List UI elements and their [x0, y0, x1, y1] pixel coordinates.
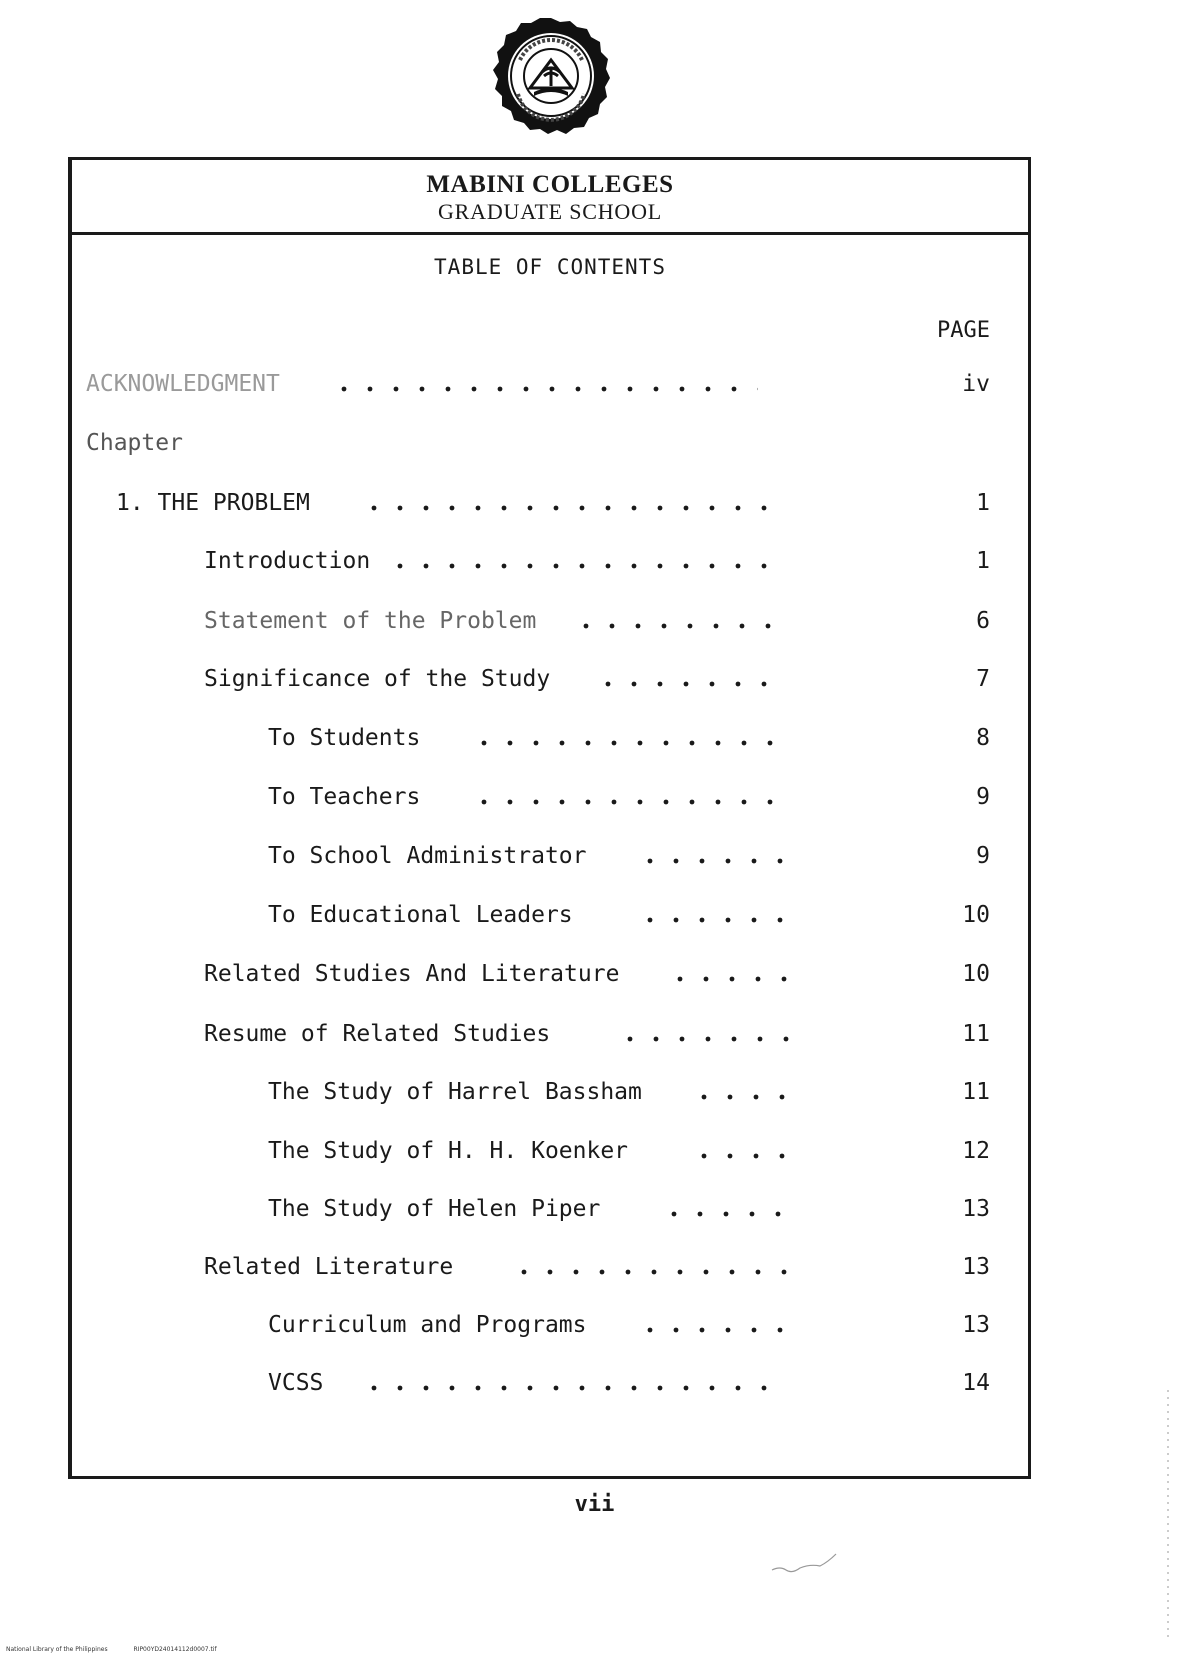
toc-entry-to-educational-leaders — [72, 902, 1028, 934]
toc-entry-label: To Students — [268, 725, 421, 751]
toc-entry-page: 9 — [976, 784, 990, 810]
toc-entry-label: The Study of Harrel Bassham — [268, 1079, 642, 1105]
contents-frame — [68, 157, 1031, 1479]
toc-entry-significance — [72, 666, 1028, 698]
toc-entry-to-students — [72, 725, 1028, 757]
dot-leaders — [478, 725, 790, 753]
dot-leaders — [698, 1138, 790, 1166]
dot-leaders — [478, 784, 790, 812]
dot-leaders — [698, 1079, 790, 1107]
dot-leaders — [602, 666, 790, 694]
dot-leaders — [368, 1370, 790, 1398]
toc-entry-label: Statement of the Problem — [204, 608, 537, 634]
college-seal-icon — [490, 16, 612, 134]
toc-entry-label: To Teachers — [268, 784, 421, 810]
dot-leaders — [518, 1254, 790, 1282]
toc-entry-page: 1 — [976, 490, 990, 516]
dot-leaders — [668, 1196, 790, 1224]
toc-entry-page: 7 — [976, 666, 990, 692]
scan-edge-marks — [1165, 1390, 1171, 1640]
dot-leaders — [644, 902, 790, 930]
pencil-mark-icon — [770, 1552, 840, 1576]
toc-entry-vcss — [72, 1370, 1028, 1402]
college-name: MABINI COLLEGES — [426, 171, 674, 198]
school-name: GRADUATE SCHOOL — [437, 199, 663, 224]
toc-entry-page: 6 — [976, 608, 990, 634]
toc-entry-page: 1 — [976, 548, 990, 574]
dot-leaders — [580, 608, 790, 636]
toc-entry-koenker — [72, 1138, 1028, 1170]
toc-entry-label: Related Literature — [204, 1254, 454, 1280]
toc-title: TABLE OF CONTENTS — [434, 255, 666, 279]
toc-entry-label: ACKNOWLEDGMENT — [86, 371, 280, 397]
toc-entry-related-studies — [72, 961, 1028, 993]
toc-entry-label: To Educational Leaders — [268, 902, 573, 928]
toc-entry-acknowledgment — [72, 371, 1028, 403]
dot-leaders — [644, 843, 790, 871]
toc-entry-page: 10 — [962, 902, 990, 928]
toc-entry-piper — [72, 1196, 1028, 1228]
toc-entry-chapter — [72, 430, 1028, 462]
toc-entry-page: 11 — [962, 1021, 990, 1047]
dot-leaders — [624, 1021, 790, 1049]
toc-entry-curriculum — [72, 1312, 1028, 1344]
dot-leaders — [644, 1312, 790, 1340]
toc-entry-label: Significance of the Study — [204, 666, 551, 692]
toc-entry-label: Related Studies And Literature — [204, 961, 620, 987]
dot-leaders — [394, 548, 790, 576]
toc-entry-bassham — [72, 1079, 1028, 1111]
page-column-label: PAGE — [937, 318, 990, 343]
toc-entry-resume — [72, 1021, 1028, 1053]
toc-entry-to-school-administrator — [72, 843, 1028, 875]
scan-filename: RIP00YD24014112d0007.tif — [133, 1646, 217, 1653]
dot-leaders — [368, 490, 790, 518]
toc-entry-page: 13 — [962, 1254, 990, 1280]
toc-entry-page: 13 — [962, 1196, 990, 1222]
toc-entry-page: 9 — [976, 843, 990, 869]
toc-entry-page: 13 — [962, 1312, 990, 1338]
toc-entry-introduction — [72, 548, 1028, 580]
toc-entry-to-teachers — [72, 784, 1028, 816]
toc-entry-page: 12 — [962, 1138, 990, 1164]
toc-entry-label: 1. THE PROBLEM — [116, 490, 310, 516]
scan-footer — [6, 1646, 217, 1653]
toc-entry-page: 8 — [976, 725, 990, 751]
toc-entry-the-problem — [72, 490, 1028, 522]
toc-entry-related-literature — [72, 1254, 1028, 1286]
letterhead — [72, 160, 1028, 235]
toc-entry-page: 10 — [962, 961, 990, 987]
library-credit: National Library of the Philippines — [6, 1646, 108, 1653]
toc-entry-label: VCSS — [268, 1370, 324, 1396]
toc-entry-label: Introduction — [204, 548, 371, 574]
toc-entry-label: Chapter — [86, 430, 183, 456]
dot-leaders — [674, 961, 790, 989]
toc-entry-label: Resume of Related Studies — [204, 1021, 551, 1047]
dot-leaders — [338, 371, 790, 399]
toc-entry-label: The Study of H. H. Koenker — [268, 1138, 629, 1164]
page-number: vii — [574, 1492, 615, 1517]
toc-entry-page: iv — [962, 371, 990, 397]
toc-entry-label: The Study of Helen Piper — [268, 1196, 601, 1222]
toc-entry-label: Curriculum and Programs — [268, 1312, 587, 1338]
toc-entry-statement — [72, 608, 1028, 640]
toc-entry-page: 14 — [962, 1370, 990, 1396]
toc-entry-label: To School Administrator — [268, 843, 587, 869]
toc-entry-page: 11 — [962, 1079, 990, 1105]
